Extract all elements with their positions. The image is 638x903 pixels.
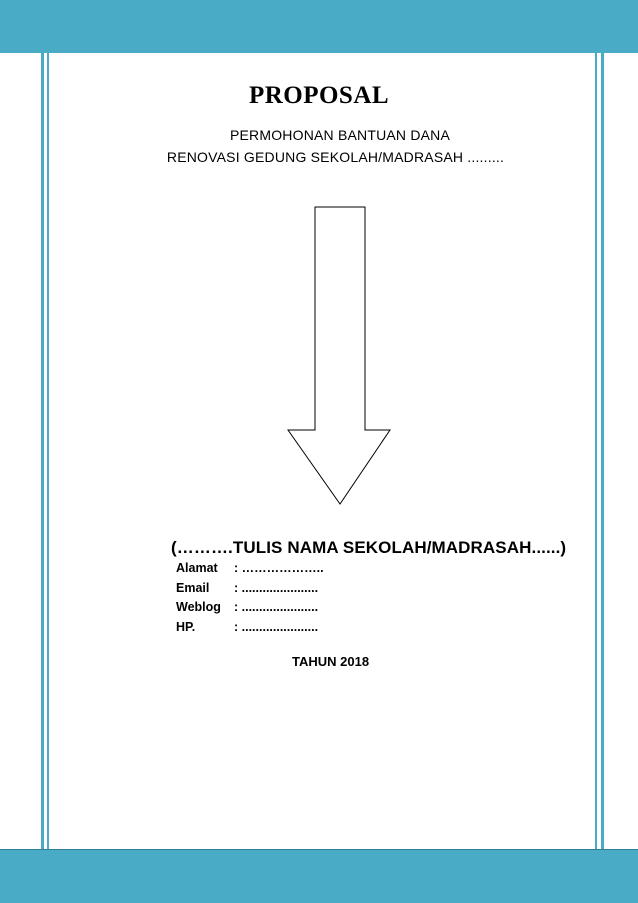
field-value-phone: : ...................... bbox=[234, 619, 319, 634]
field-label-email: Email bbox=[176, 580, 210, 595]
document-title: PROPOSAL bbox=[248, 82, 390, 109]
subtitle-line-2: RENOVASI GEDUNG SEKOLAH/MADRASAH ......... bbox=[166, 149, 505, 165]
field-label-address: Alamat bbox=[176, 561, 218, 575]
field-value-email: : ...................... bbox=[234, 580, 319, 595]
field-label-weblog: Weblog bbox=[176, 600, 221, 614]
contact-info-block bbox=[176, 561, 324, 639]
top-border-band bbox=[0, 0, 638, 53]
field-value-weblog: : ...................... bbox=[234, 600, 319, 614]
school-name-placeholder: (……….TULIS NAMA SEKOLAH/MADRASAH......) bbox=[171, 538, 567, 557]
left-border-line-outer bbox=[41, 53, 44, 849]
field-row-weblog bbox=[176, 600, 324, 620]
subtitle-line-1: PERMOHONAN BANTUAN DANA bbox=[229, 127, 451, 143]
bottom-border-band bbox=[0, 849, 638, 903]
field-label-phone: HP. bbox=[176, 619, 196, 634]
right-border-line-inner bbox=[595, 53, 597, 849]
year-label: TAHUN 2018 bbox=[292, 654, 370, 669]
field-row-address bbox=[176, 561, 324, 581]
field-row-email bbox=[176, 581, 324, 601]
left-border-line-inner bbox=[47, 53, 49, 849]
down-arrow-icon bbox=[286, 206, 392, 506]
field-row-phone bbox=[176, 620, 324, 640]
field-value-address: : ……………….. bbox=[234, 561, 324, 575]
right-border-line-outer bbox=[601, 53, 604, 849]
